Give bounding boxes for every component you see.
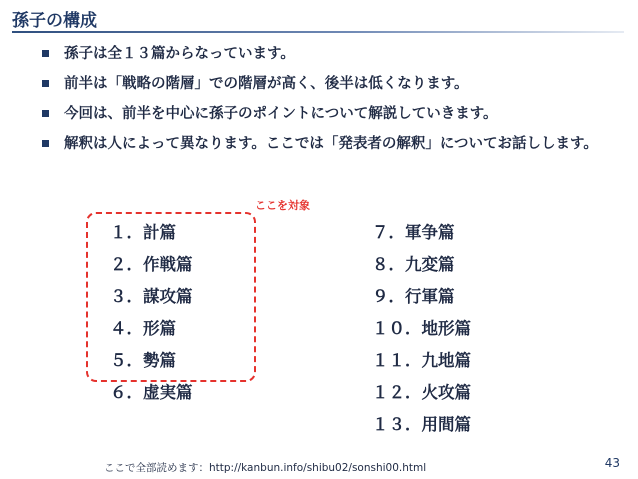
title-underline: [12, 31, 624, 33]
bullet-square-icon: [42, 140, 49, 147]
chapter-item: ４．形篇: [110, 319, 176, 338]
chapter-item: １３．用間篇: [372, 415, 471, 434]
chapter-item: ３．謀攻篇: [110, 287, 193, 306]
chapter-list-right: [372, 222, 471, 446]
title-bar: [0, 0, 638, 36]
chapter-item: ２．作戦篇: [110, 255, 193, 274]
bullet-item: [40, 74, 610, 94]
bullet-text: 解釈は人によって異なります。ここでは「発表者の解釈」についてお話しします。: [64, 136, 598, 152]
bullet-text: 前半は「戦略の階層」での階層が高く、後半は低くなります。: [64, 76, 469, 92]
chapter-list-left: [110, 222, 193, 414]
chapter-item: １２．火攻篇: [372, 383, 471, 402]
bullet-square-icon: [42, 80, 49, 87]
bullet-item: [40, 134, 610, 154]
bullet-text: 今回は、前半を中心に孫子のポイントについて解説していきます。: [64, 106, 498, 122]
bullet-item: [40, 104, 610, 124]
chapter-item: ５．勢篇: [110, 351, 176, 370]
bullet-square-icon: [42, 110, 49, 117]
chapter-item: １０．地形篇: [372, 319, 471, 338]
bullet-item: [40, 44, 610, 64]
bullet-square-icon: [42, 50, 49, 57]
page-number: 43: [604, 456, 620, 470]
bullet-text: 孫子は全１３篇からなっています。: [64, 46, 295, 62]
chapter-item: ９．行軍篇: [372, 287, 455, 306]
footer-source-note: ここで全部読めます：http://kanbun.info/shibu02/sonshi00.html: [104, 462, 427, 474]
target-label: ここを対象: [255, 199, 310, 212]
slide-title: 孫子の構成: [12, 11, 97, 31]
chapter-item: １．計篇: [110, 223, 176, 242]
chapter-item: ６．虚実篇: [110, 383, 193, 402]
chapter-item: ８．九変篇: [372, 255, 455, 274]
chapter-item: ７．軍争篇: [372, 223, 455, 242]
chapter-item: １１．九地篇: [372, 351, 471, 370]
bullet-list: [40, 44, 610, 164]
